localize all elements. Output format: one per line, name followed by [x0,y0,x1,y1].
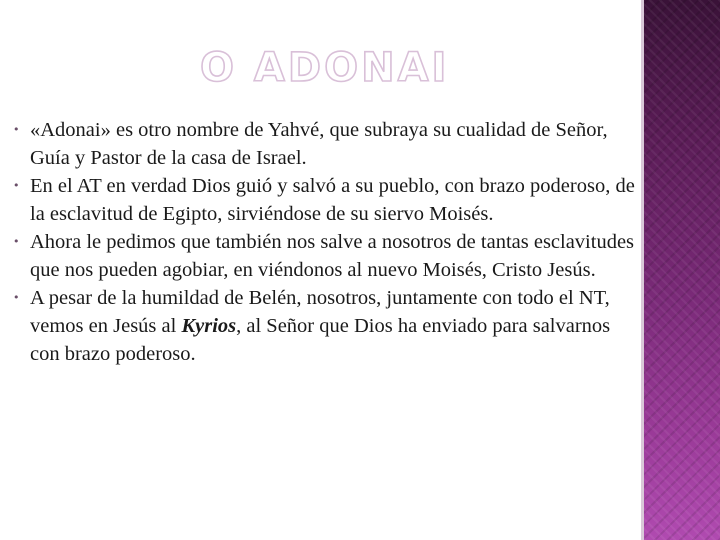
bullet-icon: • [13,235,20,248]
kyrios-emphasis: Kyrios [181,315,237,337]
bullet-icon: • [13,179,20,192]
slide-title: O ADONAI [200,45,450,91]
decorative-side-band [644,0,720,540]
bullet-text-4-start: A pesar de la humildad de Belén, nosotros, juntamente con todo el NT, vemos en Jesús al [30,287,610,337]
bullet-list [13,116,635,368]
bullet-item-4 [13,284,635,368]
bullet-text-2: En el AT en verdad Dios guió y salvó a su pueblo, con brazo poderoso, de la esclavitud de Egipto, sirviéndose de su siervo Moisés. [30,175,635,225]
bullet-text-4-end: , al Señor que Dios ha enviado para salvarnos con brazo poderoso. [30,315,611,365]
bullet-text-3: Ahora le pedimos que también nos salve a nosotros de tantas esclavitudes que nos pueden agobiar, en viéndonos al nuevo Moisés, Cristo Jesús. [30,231,635,281]
bullet-item-3 [13,228,635,284]
bullet-text-1: «Adonai» es otro nombre de Yahvé, que subraya su cualidad de Señor, Guía y Pastor de la casa de Israel. [30,119,608,169]
bullet-item-2 [13,172,635,228]
bullet-icon: • [13,291,20,304]
bullet-item-1 [13,116,635,172]
bullet-icon: • [13,123,20,136]
